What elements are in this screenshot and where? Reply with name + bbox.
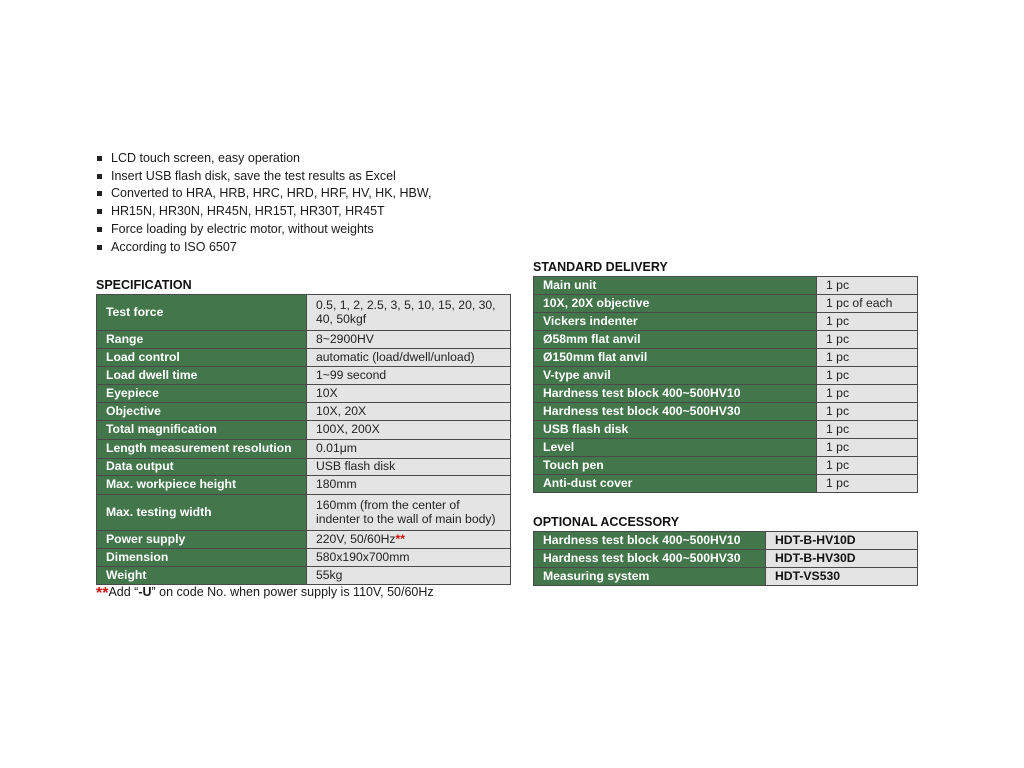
specification-title: SPECIFICATION <box>96 278 192 292</box>
accessory-code: HDT-B-HV10D <box>766 532 918 550</box>
spec-label: Power supply <box>97 531 307 549</box>
accessory-item: Hardness test block 400~500HV30 <box>534 550 766 568</box>
delivery-item: V-type anvil <box>534 367 817 385</box>
spec-label: Dimension <box>97 549 307 567</box>
delivery-qty: 1 pc <box>817 313 918 331</box>
delivery-qty: 1 pc <box>817 349 918 367</box>
table-row <box>534 403 918 421</box>
spec-value <box>307 531 511 549</box>
table-row <box>97 367 511 385</box>
delivery-item: Anti-dust cover <box>534 475 817 493</box>
table-row <box>534 385 918 403</box>
delivery-item: Ø150mm flat anvil <box>534 349 817 367</box>
spec-value: 8~2900HV <box>307 331 511 349</box>
footnote-marker: ** <box>96 585 109 602</box>
footnote-text-pre: Add “ <box>108 585 139 599</box>
table-row <box>97 476 511 495</box>
delivery-qty: 1 pc <box>817 439 918 457</box>
table-row <box>534 295 918 313</box>
delivery-qty: 1 pc <box>817 277 918 295</box>
table-row <box>97 403 511 421</box>
table-row <box>97 349 511 367</box>
feature-list <box>96 150 431 256</box>
table-row <box>97 385 511 403</box>
spec-label: Weight <box>97 567 307 585</box>
delivery-qty: 1 pc of each <box>817 295 918 313</box>
footnote-code: -U <box>138 585 152 599</box>
feature-item: According to ISO 6507 <box>96 239 431 257</box>
delivery-qty: 1 pc <box>817 403 918 421</box>
footnote <box>96 585 434 603</box>
delivery-item: Hardness test block 400~500HV10 <box>534 385 817 403</box>
spec-label: Objective <box>97 403 307 421</box>
spec-label: Data output <box>97 459 307 476</box>
table-row <box>534 367 918 385</box>
spec-label: Load dwell time <box>97 367 307 385</box>
table-row <box>534 568 918 586</box>
delivery-item: Touch pen <box>534 457 817 475</box>
accessory-item: Hardness test block 400~500HV10 <box>534 532 766 550</box>
table-row <box>534 475 918 493</box>
spec-value: 580x190x700mm <box>307 549 511 567</box>
footnote-marker: ** <box>395 531 406 546</box>
spec-label: Max. workpiece height <box>97 476 307 495</box>
delivery-item: Main unit <box>534 277 817 295</box>
delivery-qty: 1 pc <box>817 475 918 493</box>
spec-value: 10X, 20X <box>307 403 511 421</box>
spec-value: USB flash disk <box>307 459 511 476</box>
table-row <box>97 549 511 567</box>
standard-delivery-table <box>533 276 918 493</box>
feature-item: LCD touch screen, easy operation <box>96 150 431 168</box>
delivery-item: Level <box>534 439 817 457</box>
spec-label: Load control <box>97 349 307 367</box>
table-row <box>534 550 918 568</box>
delivery-qty: 1 pc <box>817 457 918 475</box>
delivery-qty: 1 pc <box>817 421 918 439</box>
spec-label: Range <box>97 331 307 349</box>
accessory-item: Measuring system <box>534 568 766 586</box>
optional-accessory-title: OPTIONAL ACCESSORY <box>533 515 680 529</box>
feature-item: Insert USB flash disk, save the test results as Excel <box>96 168 431 186</box>
table-row <box>534 457 918 475</box>
spec-label: Eyepiece <box>97 385 307 403</box>
spec-value: 1~99 second <box>307 367 511 385</box>
spec-value: 0.5, 1, 2, 2.5, 3, 5, 10, 15, 20, 30, 40, 50kgf <box>307 295 511 331</box>
spec-value: 100X, 200X <box>307 421 511 440</box>
table-row <box>97 331 511 349</box>
table-row <box>534 439 918 457</box>
delivery-item: Vickers indenter <box>534 313 817 331</box>
accessory-code: HDT-VS530 <box>766 568 918 586</box>
footnote-text-post: ” on code No. when power supply is 110V, 50/60Hz <box>151 585 434 599</box>
delivery-item: 10X, 20X objective <box>534 295 817 313</box>
spec-label: Total magnification <box>97 421 307 440</box>
table-row <box>534 313 918 331</box>
table-row <box>97 495 511 531</box>
delivery-item: Ø58mm flat anvil <box>534 331 817 349</box>
delivery-item: Hardness test block 400~500HV30 <box>534 403 817 421</box>
table-row <box>534 532 918 550</box>
table-row <box>534 277 918 295</box>
spec-value: 160mm (from the center of indenter to the wall of main body) <box>307 495 511 531</box>
table-row <box>97 440 511 459</box>
spec-value: automatic (load/dwell/unload) <box>307 349 511 367</box>
table-row <box>534 349 918 367</box>
spec-label: Test force <box>97 295 307 331</box>
specification-table <box>96 294 511 585</box>
accessory-code: HDT-B-HV30D <box>766 550 918 568</box>
delivery-qty: 1 pc <box>817 367 918 385</box>
feature-item: Force loading by electric motor, without weights <box>96 221 431 239</box>
optional-accessory-table <box>533 531 918 586</box>
delivery-qty: 1 pc <box>817 331 918 349</box>
feature-item: Converted to HRA, HRB, HRC, HRD, HRF, HV, HK, HBW, <box>96 185 431 203</box>
table-row <box>97 459 511 476</box>
table-row <box>97 295 511 331</box>
table-row <box>534 421 918 439</box>
delivery-item: USB flash disk <box>534 421 817 439</box>
spec-value: 55kg <box>307 567 511 585</box>
table-row <box>534 331 918 349</box>
table-row <box>97 531 511 549</box>
spec-label: Max. testing width <box>97 495 307 531</box>
spec-value: 0.01μm <box>307 440 511 459</box>
delivery-qty: 1 pc <box>817 385 918 403</box>
spec-label: Length measurement resolution <box>97 440 307 459</box>
spec-value: 10X <box>307 385 511 403</box>
table-row <box>97 567 511 585</box>
feature-item-continuation: HR15N, HR30N, HR45N, HR15T, HR30T, HR45T <box>96 203 431 221</box>
spec-value-text: 220V, 50/60Hz <box>316 531 396 546</box>
table-row <box>97 421 511 440</box>
spec-value: 180mm <box>307 476 511 495</box>
standard-delivery-title: STANDARD DELIVERY <box>533 260 668 274</box>
